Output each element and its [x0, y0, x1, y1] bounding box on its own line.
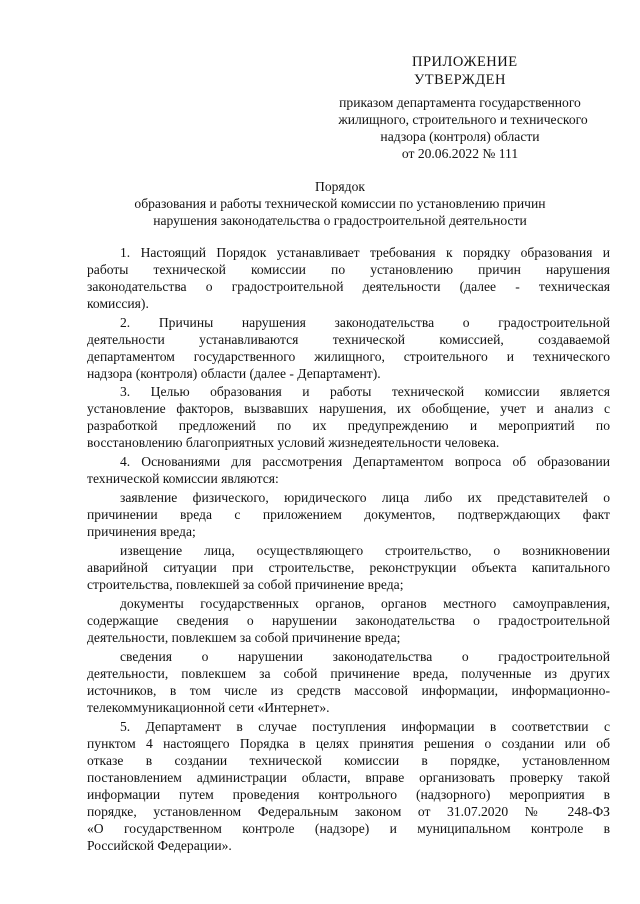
body-line: информации путем проведения контрольного (надзорного) мероприятия в [87, 787, 610, 802]
body-line: деятельности, повлекшем за собой причинение вреда; [87, 630, 401, 645]
appendix-label: ПРИЛОЖЕНИЕ [412, 54, 518, 70]
body-line: постановлением администрации области, вправе организовать проверку такой [87, 770, 610, 785]
order-line: жилищного, строительного и технического [338, 112, 588, 127]
body-line: восстановлению благоприятных условий жизнедеятельности человека. [87, 435, 500, 450]
body-line: аварийной ситуации при строительстве, реконструкции объекта капитального [87, 560, 610, 575]
body-line: порядке, установленном Федеральным законом от 31.07.2020 № 248-ФЗ [87, 804, 610, 819]
body-line: источников, в том числе из средств массовой информации, информационно- [87, 683, 610, 698]
body-line: отказе в создании технической комиссии в порядке, установленном [87, 753, 610, 768]
body-line: разработкой предложений по их предупреждению и мероприятий по [87, 418, 610, 433]
body-line: извещение лица, осуществляющего строительство, о возникновении [120, 543, 610, 558]
body-line: пунктом 4 настоящего Порядка в целях принятия решения о создании или об [87, 736, 610, 751]
body-line: деятельности, повлекшем за собой причинение вреда, полученные из других [87, 666, 610, 681]
doc-subtitle-line: нарушения законодательства о градостроительной деятельности [153, 213, 527, 228]
doc-subtitle-line: образования и работы технической комиссии по установлению причин [134, 196, 546, 211]
body-line: работы технической комиссии по установлению причин нарушения [87, 262, 610, 277]
body-line: законодательства о градостроительной деятельности (далее - техническая [87, 279, 610, 294]
body-line: 4. Основаниями для рассмотрения Департаментом вопроса об образовании [120, 454, 610, 469]
body-line: 5. Департамент в случае поступления информации в соответствии с [120, 719, 610, 734]
body-line: 3. Целью образования и работы технической комиссии является [120, 384, 610, 399]
body-line: содержащие сведения о нарушении законодательства о градостроительной [87, 613, 610, 628]
body-line: причинения вреда; [87, 524, 196, 539]
doc-title: Порядок [315, 179, 365, 194]
body-line: Российской Федерации». [87, 838, 232, 853]
body-line: 1. Настоящий Порядок устанавливает требования к порядку образования и [120, 245, 610, 260]
body-line: 2. Причины нарушения законодательства о градостроительной [120, 315, 610, 330]
body-line: комиссия). [87, 296, 149, 311]
body-line: причинении вреда с приложением документов, подтверждающих факт [87, 507, 610, 522]
order-date-number: от 20.06.2022 № 111 [401, 146, 519, 161]
body-line: строительства, повлекшей за собой причинение вреда; [87, 577, 404, 592]
order-line: надзора (контроля) области [380, 129, 540, 144]
body-line: заявление физического, юридического лица либо их представителей о [120, 490, 610, 505]
body-line: документы государственных органов, органов местного самоуправления, [120, 596, 610, 611]
body-line: надзора (контроля) области (далее - Департамент). [87, 366, 381, 381]
body-line: деятельности устанавливаются технической комиссией, создаваемой [87, 332, 610, 347]
approved-label: УТВЕРЖДЕН [414, 72, 506, 88]
body-line: установление факторов, вызвавших нарушения, их обобщение, учет и анализ с [87, 401, 610, 416]
body-line: сведения о нарушении законодательства о градостроительной [120, 649, 610, 664]
order-line: приказом департамента государственного [339, 95, 581, 110]
body-line: «О государственном контроле (надзоре) и муниципальном контроле в [87, 821, 610, 836]
body-line: технической комиссии являются: [87, 471, 279, 486]
body-line: телекоммуникационной сети «Интернет». [87, 700, 330, 715]
body-line: департаментом государственного жилищного, строительного и технического [87, 349, 610, 364]
